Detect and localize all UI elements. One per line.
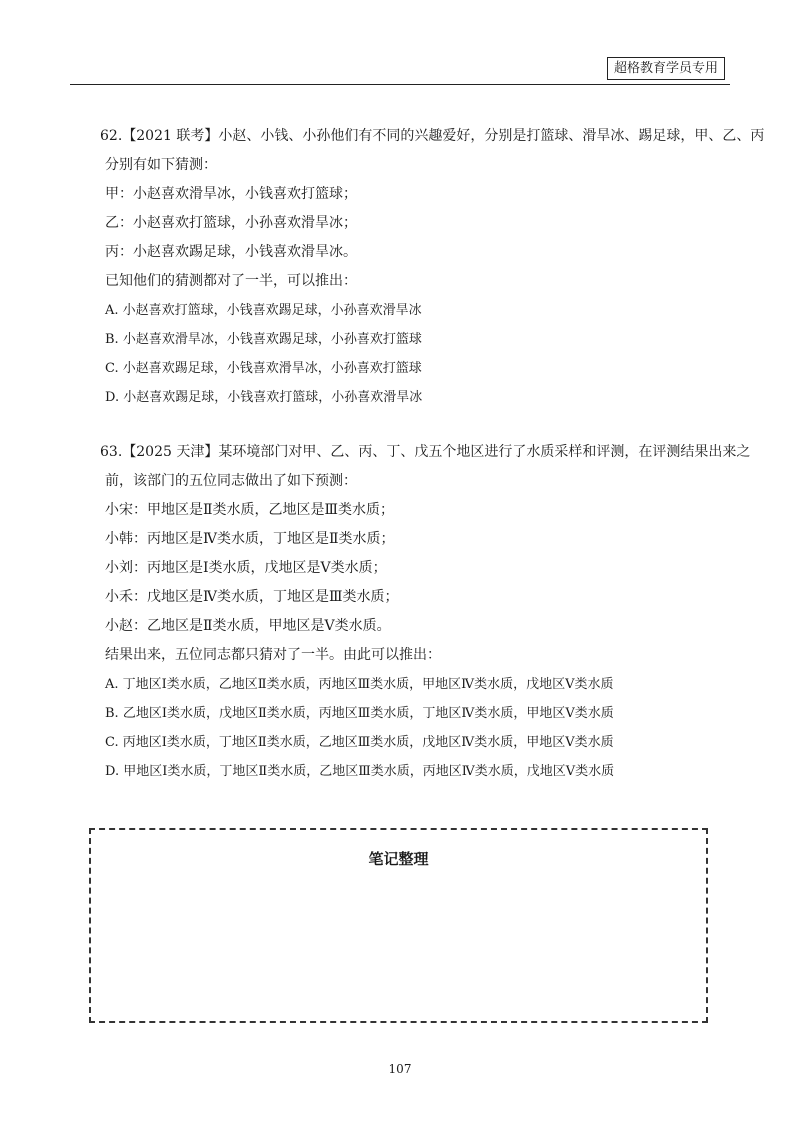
header-rule [70, 84, 730, 85]
question-62-option-b[interactable]: B. 小赵喜欢滑旱冰，小钱喜欢踢足球，小孙喜欢打篮球 [105, 332, 422, 347]
question-63-option-b[interactable]: B. 乙地区Ⅰ类水质，戊地区Ⅱ类水质，丙地区Ⅲ类水质，丁地区Ⅳ类水质，甲地区Ⅴ类水质 [105, 706, 614, 721]
prediction-xiaohan: 小韩：丙地区是Ⅳ类水质，丁地区是Ⅱ类水质； [105, 531, 395, 547]
question-63-prompt: 结果出来，五位同志都只猜对了一半。由此可以推出： [105, 647, 441, 663]
prediction-xiaohe: 小禾：戊地区是Ⅳ类水质，丁地区是Ⅲ类水质； [105, 589, 399, 605]
guess-jia: 甲：小赵喜欢滑旱冰，小钱喜欢打篮球； [105, 186, 357, 202]
question-62-stem-line-2: 分别有如下猜测： [105, 157, 217, 173]
notes-area[interactable] [89, 828, 708, 1023]
page-number: 107 [388, 1062, 412, 1076]
guess-bing: 丙：小赵喜欢踢足球，小钱喜欢滑旱冰。 [105, 244, 357, 260]
question-63-option-a[interactable]: A. 丁地区Ⅰ类水质，乙地区Ⅱ类水质，丙地区Ⅲ类水质，甲地区Ⅳ类水质，戊地区Ⅴ类水质 [105, 677, 614, 692]
question-63-option-c[interactable]: C. 丙地区Ⅰ类水质，丁地区Ⅱ类水质，乙地区Ⅲ类水质，戊地区Ⅳ类水质，甲地区Ⅴ类水质 [105, 735, 614, 750]
prediction-xiaoliu: 小刘：丙地区是Ⅰ类水质，戊地区是Ⅴ类水质； [105, 560, 387, 576]
question-63-option-d[interactable]: D. 甲地区Ⅰ类水质，丁地区Ⅱ类水质，乙地区Ⅲ类水质，丙地区Ⅳ类水质，戊地区Ⅴ类水质 [105, 764, 615, 779]
header-label: 超格教育学员专用 [607, 57, 725, 80]
question-62 [80, 127, 765, 417]
prediction-xiaosong: 小宋：甲地区是Ⅱ类水质，乙地区是Ⅲ类水质； [105, 502, 395, 518]
question-62-option-d[interactable]: D. 小赵喜欢踢足球，小钱喜欢打篮球，小孙喜欢滑旱冰 [105, 390, 423, 405]
question-62-option-a[interactable]: A. 小赵喜欢打篮球，小钱喜欢踢足球，小孙喜欢滑旱冰 [105, 303, 422, 318]
question-62-stem-line-1: 62.【2021 联考】小赵、小钱、小孙他们有不同的兴趣爱好，分别是打篮球、滑旱冰、踢足球，甲、乙、丙 [100, 128, 765, 144]
guess-yi: 乙：小赵喜欢打篮球，小孙喜欢滑旱冰； [105, 215, 357, 231]
question-62-prompt: 已知他们的猜测都对了一半，可以推出： [105, 273, 357, 289]
question-62-option-c[interactable]: C. 小赵喜欢踢足球，小钱喜欢滑旱冰，小孙喜欢打篮球 [105, 361, 422, 376]
prediction-xiaozhao: 小赵：乙地区是Ⅱ类水质，甲地区是Ⅴ类水质。 [105, 618, 391, 634]
notes-title: 笔记整理 [368, 850, 429, 868]
question-63-stem-line-2: 前，该部门的五位同志做出了如下预测： [105, 473, 357, 489]
question-63-stem-line-1: 63.【2025 天津】某环境部门对甲、乙、丙、丁、戊五个地区进行了水质采样和评测，在评测结果出来之 [100, 444, 751, 460]
question-63 [80, 443, 751, 791]
